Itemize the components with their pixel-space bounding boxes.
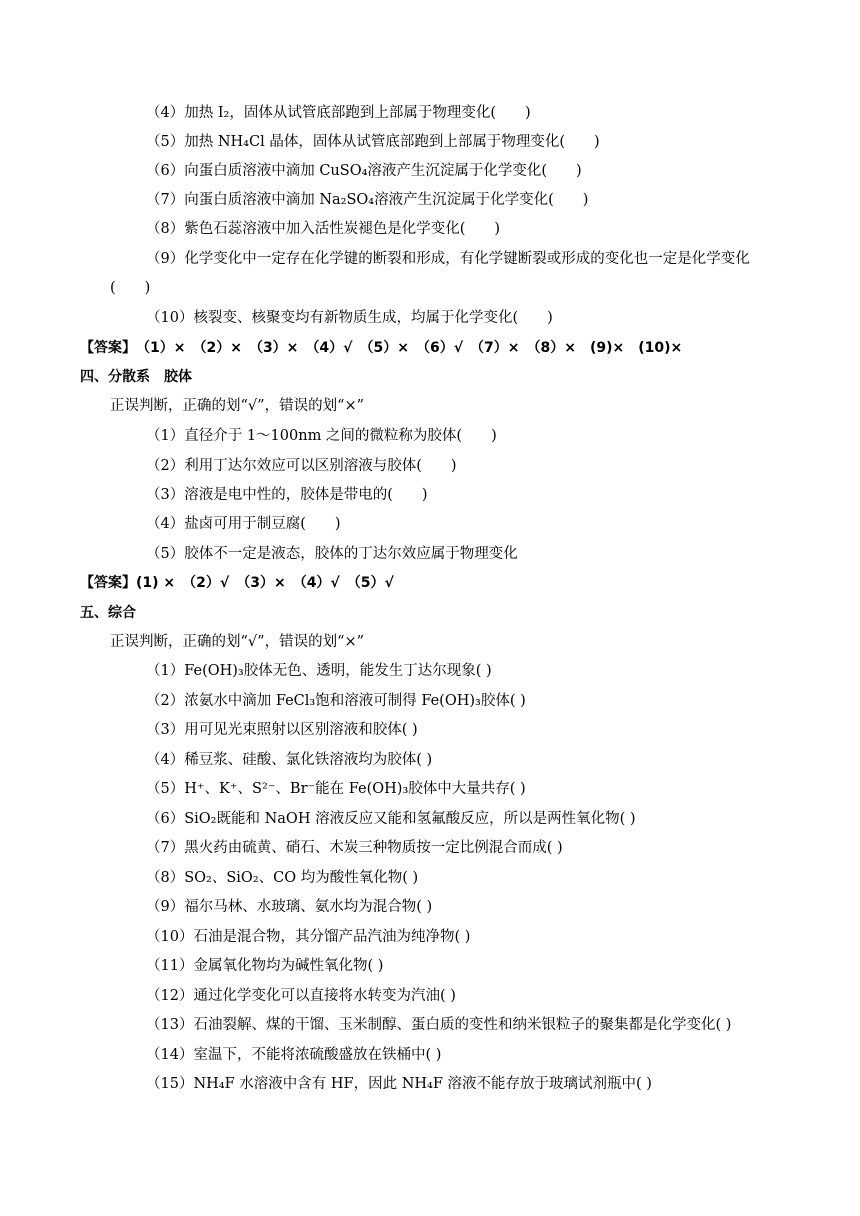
instruction-text: 正误判断，正确的划“√”，错误的划“×” <box>110 398 365 414</box>
question-item: （7）向蛋白质溶液中滴加 Na₂SO₄溶液产生沉淀属于化学变化( ) <box>146 192 589 208</box>
question-item: （8）SO₂、SiO₂、CO 均为酸性氧化物( ) <box>146 870 419 886</box>
question-item: （2）利用丁达尔效应可以区别溶液与胶体( ) <box>146 458 457 474</box>
question-item: （10）石油是混合物，其分馏产品汽油为纯净物( ) <box>146 929 471 945</box>
question-item: （1）直径介于 1～100nm 之间的微粒称为胶体( ) <box>146 428 497 444</box>
question-item: （4）盐卤可用于制豆腐( ) <box>146 516 341 532</box>
question-item: （4）稀豆浆、硅酸、氯化铁溶液均为胶体( ) <box>146 752 433 768</box>
section-heading: 五、综合 <box>80 605 136 621</box>
question-item: （11）金属氧化物均为碱性氧化物( ) <box>146 958 384 974</box>
question-item: （2）浓氨水中滴加 FeCl₃饱和溶液可制得 Fe(OH)₃胶体( ) <box>146 693 526 709</box>
question-item: （6）向蛋白质溶液中滴加 CuSO₄溶液产生沉淀属于化学变化( ) <box>146 163 582 179</box>
question-item: （5）胶体不一定是液态，胶体的丁达尔效应属于物理变化 <box>146 546 518 562</box>
question-item: （10）核裂变、核聚变均有新物质生成，均属于化学变化( ) <box>146 310 553 326</box>
question-item: （9）化学变化中一定存在化学键的断裂和形成，有化学键断裂或形成的变化也一定是化学变化 <box>146 251 750 267</box>
instruction-text: 正误判断，正确的划“√”，错误的划“×” <box>110 634 365 650</box>
question-item: （5）加热 NH₄Cl 晶体，固体从试管底部跑到上部属于物理变化( ) <box>146 134 600 150</box>
question-item: （9）福尔马林、水玻璃、氨水均为混合物( ) <box>146 899 433 915</box>
question-item: （1）Fe(OH)₃胶体无色、透明，能发生丁达尔现象( ) <box>146 663 492 679</box>
section-heading: 四、分散系 胶体 <box>80 369 192 385</box>
question-item: （3）用可见光束照射以区别溶液和胶体( ) <box>146 722 418 738</box>
question-item: （14）室温下，不能将浓硫酸盛放在铁桶中( ) <box>146 1047 442 1063</box>
question-item: （13）石油裂解、煤的干馏、玉米制醇、蛋白质的变性和纳米银粒子的聚集都是化学变化( ) <box>146 1017 732 1033</box>
question-item: （15）NH₄F 水溶液中含有 HF，因此 NH₄F 溶液不能存放于玻璃试剂瓶中( ) <box>146 1076 652 1092</box>
question-item: （12）通过化学变化可以直接将水转变为汽油( ) <box>146 988 456 1004</box>
answer-line: 【答案】(1) × （2）√ （3）× （4）√ （5）√ <box>80 575 394 591</box>
answer-line: 【答案】 （1）× （2）× （3）× （4）√ （5）× （6）√ （7）× （8）× (9)× (10)× <box>80 340 683 356</box>
question-item: （8）紫色石蕊溶液中加入活性炭褪色是化学变化( ) <box>146 221 501 237</box>
question-item: （7）黑火药由硫黄、硝石、木炭三种物质按一定比例混合而成( ) <box>146 840 563 856</box>
question-item: （6）SiO₂既能和 NaOH 溶液反应又能和氢氟酸反应，所以是两性氧化物( ) <box>146 811 636 827</box>
question-item-continuation: ( ) <box>110 280 151 296</box>
question-item: （3）溶液是电中性的，胶体是带电的( ) <box>146 487 428 503</box>
question-item: （5）H⁺、K⁺、S²⁻、Br⁻能在 Fe(OH)₃胶体中大量共存( ) <box>146 781 526 797</box>
question-item: （4）加热 I₂，固体从试管底部跑到上部属于物理变化( ) <box>146 105 531 121</box>
